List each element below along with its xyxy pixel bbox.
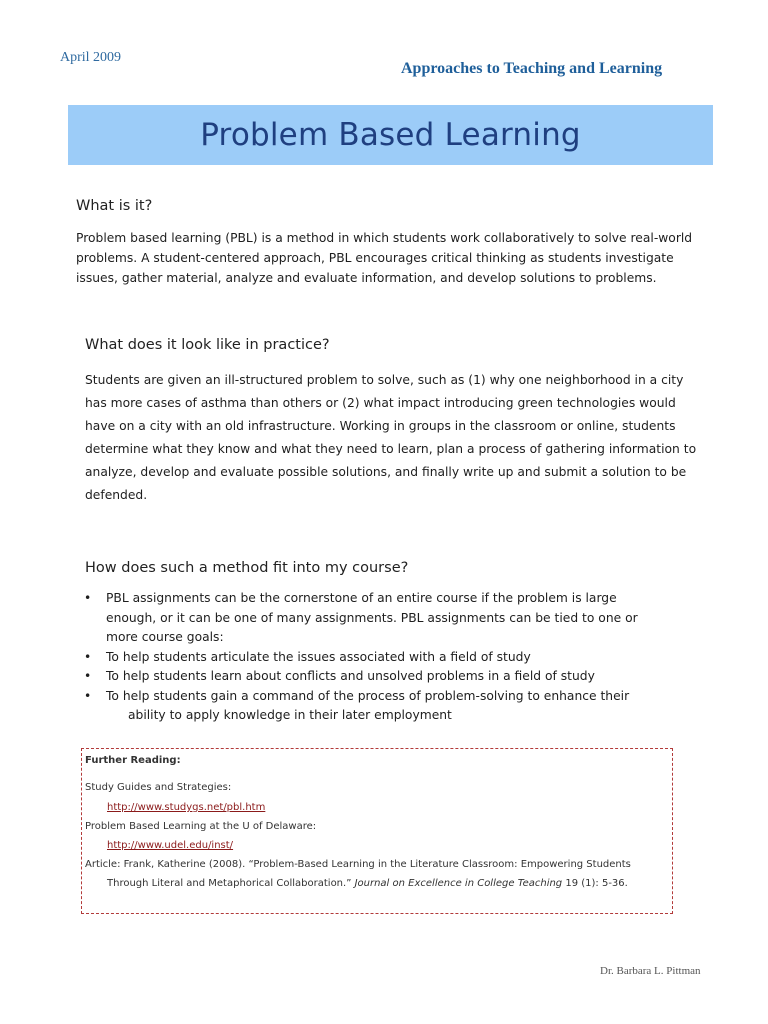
text-line: Problem based learning (PBL) is a method in which students work collaboratively to solve real-world bbox=[76, 231, 693, 245]
text-line: has more cases of asthma than others or (2) what impact introducing green technologies would bbox=[85, 396, 676, 410]
list-item bbox=[84, 648, 704, 668]
list-item-continuation: more course goals: bbox=[106, 630, 224, 644]
list-item bbox=[84, 589, 704, 609]
list-item-continuation: ability to apply knowledge in their later employment bbox=[128, 708, 452, 722]
section-body-what-is-it bbox=[76, 228, 716, 288]
title-banner bbox=[68, 105, 713, 165]
text-line: defended. bbox=[85, 488, 148, 502]
course-fit-bullet-list bbox=[84, 589, 704, 726]
series-title: Approaches to Teaching and Learning bbox=[401, 60, 663, 77]
section-heading-course-fit: How does such a method fit into my course? bbox=[85, 560, 409, 576]
article-citation-line-2 bbox=[107, 878, 628, 889]
citation-volume: 19 (1): 5-36. bbox=[565, 878, 628, 889]
text-line: issues, gather material, analyze and evaluate information, and develop solutions to problems. bbox=[76, 271, 657, 285]
further-reading-title: Further Reading: bbox=[85, 755, 181, 766]
further-reading-box bbox=[81, 748, 673, 914]
section-heading-practice: What does it look like in practice? bbox=[85, 337, 330, 353]
list-item bbox=[84, 667, 704, 687]
list-item-text: PBL assignments can be the cornerstone of an entire course if the problem is large bbox=[106, 591, 617, 605]
text-line: problems. A student-centered approach, PBL encourages critical thinking as students investigate bbox=[76, 251, 674, 265]
reference-label: Study Guides and Strategies: bbox=[85, 782, 232, 793]
reference-link-row bbox=[107, 840, 233, 851]
text-line: Students are given an ill-structured problem to solve, such as (1) why one neighborhood in a city bbox=[85, 373, 684, 387]
text-line: analyze, develop and evaluate possible solutions, and finally write up and submit a solution to be bbox=[85, 465, 687, 479]
reference-link-row bbox=[107, 802, 265, 813]
list-item bbox=[84, 687, 704, 707]
article-citation-line-1: Article: Frank, Katherine (2008). “Problem-Based Learning in the Literature Classroom: Empowering Students bbox=[85, 859, 631, 870]
text-line: determine what they know and what they need to learn, plan a process of gathering information to bbox=[85, 442, 697, 456]
list-item-text: To help students learn about conflicts and unsolved problems in a field of study bbox=[106, 669, 595, 683]
studygs-link[interactable]: http://www.studygs.net/pbl.htm bbox=[107, 802, 266, 813]
reference-label: Problem Based Learning at the U of Delaware: bbox=[85, 821, 317, 832]
list-item-continuation: enough, or it can be one of many assignments. PBL assignments can be tied to one or bbox=[106, 610, 638, 625]
section-body-practice bbox=[85, 369, 715, 507]
citation-title-end: Through Literal and Metaphorical Collaboration.” bbox=[107, 878, 352, 889]
author-signature: Dr. Barbara L. Pittman bbox=[600, 965, 701, 977]
journal-name: Journal on Excellence in College Teaching bbox=[354, 878, 563, 889]
text-line: have on a city with an old infrastructure. Working in groups in the classroom or online, students bbox=[85, 419, 676, 433]
list-item-text: To help students gain a command of the process of problem-solving to enhance their bbox=[106, 688, 630, 703]
section-heading-what-is-it: What is it? bbox=[76, 198, 153, 214]
list-item-text: To help students articulate the issues associated with a field of study bbox=[106, 649, 531, 664]
udel-link[interactable]: http://www.udel.edu/inst/ bbox=[107, 840, 234, 851]
page-title: Problem Based Learning bbox=[200, 117, 581, 153]
issue-date: April 2009 bbox=[60, 50, 122, 65]
